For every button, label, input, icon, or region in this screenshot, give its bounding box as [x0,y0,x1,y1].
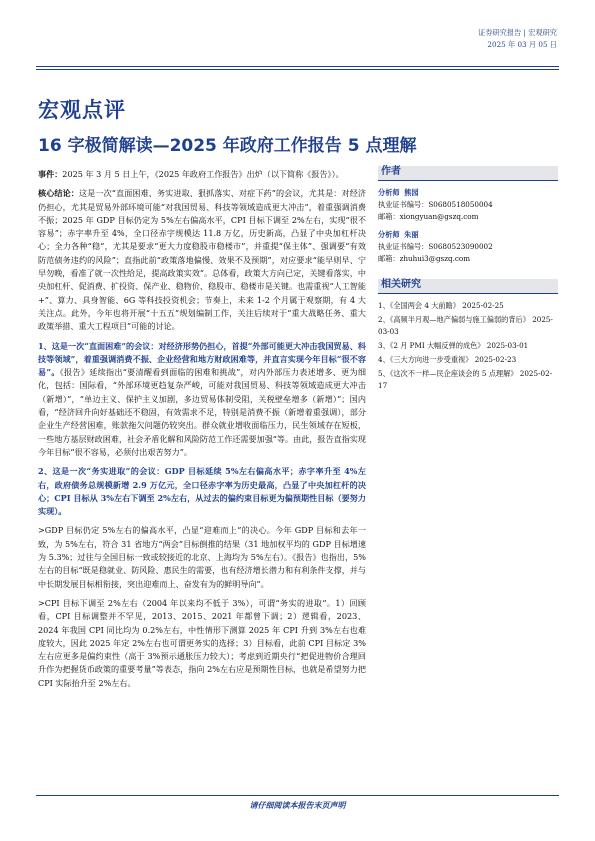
event-text: 2025 年 3 月 5 日上午，《2025 年政府工作报告》出炉（以下简称《报告》）。 [62,169,344,179]
point2-heading: 2、这是一次“务实进取”的会议：GDP 目标延续 5%左右偏高水平；赤字率升至 4%左右，政府债务总规模新增 2.9 万亿元，全口径赤字率为历史最高，凸显了中央加杠杆的决心；CPI 目标从 3%左右下调至 2%左右，从过去的偏约束目标更为偏预期性目标（要努力实现）。 [38,466,366,517]
point1-body: 《报告》延续指出“要清醒看到面临的困难和挑战”，对内外部压力表述增多、更为细化，包括：国际看，“外部环境更趋复杂严峻，可能对我国贸易、科技等领域造成更大冲击（新增）”，“单边主义、保护主义加剧，多边贸易体制受阻，关税壁垒增多（新增）”；国内看，“经济回升向好基础还不稳固，有效需求不足，特别是消费不振（新增着重强调），部分企业生产经营困难，账款拖欠问题仍较突出。群众就业增收面临压力，民生领域存在短板，一些地方基层财政困难，社会矛盾化解和风险防范工作还需要加强”等。由此，报告直指实现今年目标“很不容易，必须付出艰苦努力”。 [38,367,367,457]
main-column [38,168,366,696]
author-1 [378,187,558,223]
related-item[interactable]: 2、《高频半月观—地产偏弱与施工偏弱的背后》 2025-03-03 [378,315,553,336]
license-number: S0680518050004 [428,200,493,209]
report-date: 2025 年 03 月 05 日 [487,40,557,49]
point2-cpi: >CPI 目标下调至 2%左右（2004 年以来均不低于 3%），可谓“务实的进取”。1）回顾看，CPI 目标调整并不罕见，2013、2015、2021 年都曾下调；2）逻辑看，2023、2024 年我国 CPI 同比均为 0.2%左右，中性情形下测算 2025 年 CPI 升到 3%左右也难度较大，因此 2025 年定 2%左右也可谓更务实的选择；3）目标看，此前 CPI 目标定 3%左右应更多是偏约束性（高于 3%预示通胀压力较大）；考虑到近期央行“把促进物价合理回升作为把握货币政策的重要考量”等表态，指向 2%左右应是预期性目标，也就是希望努力把 CPI 实际抬升至 2%左右。 [38,597,366,688]
related-item[interactable]: 3、《2 月 PMI 大幅反弹的成色》 2025-03-01 [378,341,529,350]
email-label: 邮箱： [378,212,400,221]
report-category: 证券研究报告 | 宏观研究 [478,28,557,37]
doc-title: 16 字极简解读—2025 年政府工作报告 5 点理解 [38,136,417,156]
related-item[interactable]: 4、《三大方向进一步受重视》 2025-02-23 [378,355,517,364]
related-item[interactable]: 1、《全国两会 4 大前瞻》 2025-02-25 [378,301,504,310]
core-text: 这是一次“直面困难、务实进取、狠抓落实、对症下药”的会议，尤其是：对经济仍担心，尤其是贸易外部环境可能“对我国贸易、科技等领域造成更大冲击”，着重强调消费不振；2025 年 GDP 目标仍定为 5%左右偏高水平，CPI 目标下调至 2%左右，实现“很不容易”；赤字率升至 4%，全口径赤字规模达 11.8 万亿，历史新高，凸显了中央加杠杆决心；全力各种“稳”，尤其是要求“更大力度稳股市稳楼市”，并重提“保主体”、强调要“有效防范债务违约的风险”；直指此前“政策落地偏慢、效果不及预期”，对应要求“能早则早、宁早勿晚，看准了就一次性给足，提高政策实效”。总体看，政策大方向已定，关键看落实，中央加杠杆、促消费、扩投资、保产业、稳物价、稳股市、稳楼市是关键。也需重视“人工智能+”、算力、具身智能、6G 等科技投资机会；节奏上，未来 1-2 个月属于观察期，有 4 大关注点。此外，今年也将开展“十五五”规划编制工作，关注后续对于“重大战略任务、重大政策举措、重大工程项目”可能的讨论。 [38,188,366,332]
author-email[interactable]: zhuhui3@gszq.com [399,254,471,263]
footer-rule [36,795,559,796]
footer-disclaimer: 请仔细阅读本报告末页声明 [249,800,346,810]
header-rule-thin [36,69,559,70]
header-rule [36,66,559,67]
author-2 [378,229,558,265]
license-label: 执业证书编号： [378,242,429,251]
sidebar [378,166,558,394]
author-name: 朱丽 [404,230,419,239]
author-role: 分析师 [378,230,400,239]
header-category [478,27,557,51]
point1-paragraph [38,340,366,460]
point1-heading: 1、这是一次“直面困难”的会议：对经济形势仍担心，首提“外部可能更大冲击我国贸易、科技等领域”，着重强调消费不振、企业经营和地方财政困难等，并直言实现今年目标“很不容易”。 [38,340,366,378]
email-label: 邮箱： [378,254,400,263]
license-number: S0680523090002 [428,242,493,251]
core-paragraph [38,187,366,333]
section-title: 宏观点评 [38,98,126,122]
event-label: 事件： [38,169,63,179]
related-item[interactable]: 5、《这次不一样—民企座谈会的 5 点理解》 2025-02-17 [378,369,553,390]
authors-heading: 作者 [378,166,558,181]
event-paragraph [38,168,366,181]
related-heading: 相关研究 [378,279,558,294]
related-list [378,300,558,392]
license-label: 执业证书编号： [378,200,429,209]
core-label: 核心结论： [38,188,79,199]
point2-gdp: >GDP 目标仍定 5%左右的偏高水平，凸显“迎难而上”的决心。今年 GDP 目标和去年一致，为 5%左右，符合 31 省地方“两会”目标倒推的结果（31 地加权平均的 GDP 目标增速为 5.3%；过往与全国目标一致或较接近的北京、上海均为 5%左右）。《报告》也指出，5%左右的目标“既是稳就业、防风险、惠民生的需要，也有经济增长潜力和有利条件支撑，并与中长期发展目标相衔接，突出迎难而上、奋发有为的鲜明导向”。 [38,525,366,589]
author-email[interactable]: xiongyuan@gszq.com [399,212,479,221]
author-role: 分析师 [378,188,400,197]
author-name: 熊园 [404,188,419,197]
